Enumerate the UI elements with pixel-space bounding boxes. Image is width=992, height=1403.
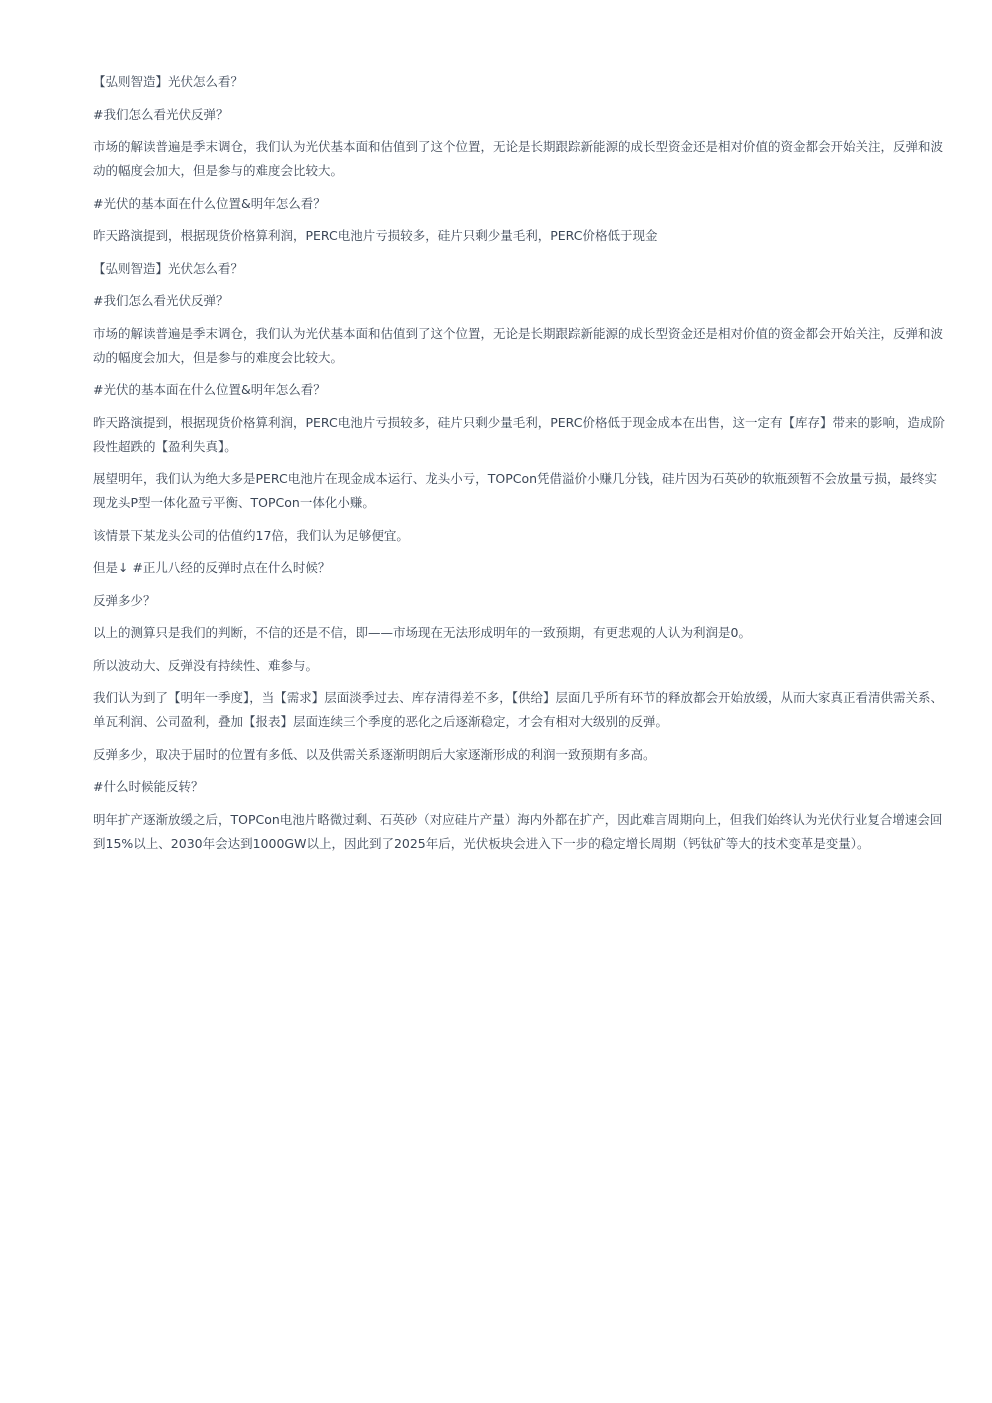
heading-paragraph: #我们怎么看光伏反弹？ xyxy=(93,293,229,308)
heading-paragraph: #光伏的基本面在什么位置&明年怎么看？ xyxy=(93,382,326,397)
body-paragraph: 该情景下某龙头公司的估值约17倍，我们认为足够便宜。 xyxy=(93,527,409,543)
body-paragraph: 反弹多少，取决于届时的位置有多低、以及供需关系逐渐明朗后大家逐渐形成的利润一致预期有多高。 xyxy=(93,746,656,762)
body-paragraph: 明年扩产逐渐放缓之后，TOPCon电池片略微过剩、石英砂（对应硅片产量）海内外都在扩产，因此难言周期向上，但我们始终认为光伏行业复合增速会回到15%以上、2030年会达到1000GW以上，因此到了2025年后，光伏板块会进入下一步的稳定增长周期（钙钛矿等大的技术变革是变量）。 xyxy=(93,811,943,851)
body-paragraph: 昨天路演提到，根据现货价格算利润，PERC电池片亏损较多，硅片只剩少量毛利，PERC价格低于现金成本在出售，这一定有【库存】带来的影响，造成阶段性超跌的【盈利失真】。 xyxy=(93,414,945,454)
body-paragraph: 以上的测算只是我们的判断，不信的还是不信，即——市场现在无法形成明年的一致预期，有更悲观的人认为利润是0。 xyxy=(93,625,751,640)
heading-paragraph: #我们怎么看光伏反弹？ xyxy=(93,106,229,122)
heading-paragraph: 但是↓ #正儿八经的反弹时点在什么时候？ xyxy=(93,560,331,575)
heading-paragraph: #什么时候能反转？ xyxy=(93,779,204,794)
body-paragraph: 我们认为到了【明年一季度】，当【需求】层面淡季过去、库存清得差不多，【供给】层面几乎所有环节的释放都会开始放缓，从而大家真正看清供需关系、单瓦利润、公司盈利，叠加【报表】层面连续三个季度的恶化之后逐渐稳定，才会有相对大级别的反弹。 xyxy=(93,690,944,729)
body-paragraph: 市场的解读普遍是季末调仓，我们认为光伏基本面和估值到了这个位置，无论是长期跟踪新能源的成长型资金还是相对价值的资金都会开始关注，反弹和波动的幅度会加大，但是参与的难度会比较大。 xyxy=(93,325,944,365)
title-paragraph: 【弘则智造】光伏怎么看？ xyxy=(93,74,244,89)
body-paragraph: 市场的解读普遍是季末调仓，我们认为光伏基本面和估值到了这个位置，无论是长期跟踪新能源的成长型资金还是相对价值的资金都会开始关注，反弹和波动的幅度会加大，但是参与的难度会比较大。 xyxy=(93,139,944,178)
body-paragraph: 所以波动大、反弹没有持续性、难参与。 xyxy=(93,657,319,673)
heading-paragraph: #光伏的基本面在什么位置&明年怎么看？ xyxy=(93,195,326,211)
body-paragraph: 反弹多少？ xyxy=(93,592,156,608)
body-paragraph: 昨天路演提到，根据现货价格算利润，PERC电池片亏损较多，硅片只剩少量毛利，PERC价格低于现金 xyxy=(93,228,658,243)
document-body xyxy=(93,70,945,864)
title-paragraph: 【弘则智造】光伏怎么看？ xyxy=(93,260,244,276)
body-paragraph: 展望明年，我们认为绝大多是PERC电池片在现金成本运行、龙头小亏，TOPCon凭借溢价小赚几分钱，硅片因为石英砂的软瓶颈暂不会放量亏损，最终实现龙头P型一体化盈亏平衡、TOPCon一体化小赚。 xyxy=(93,471,938,510)
